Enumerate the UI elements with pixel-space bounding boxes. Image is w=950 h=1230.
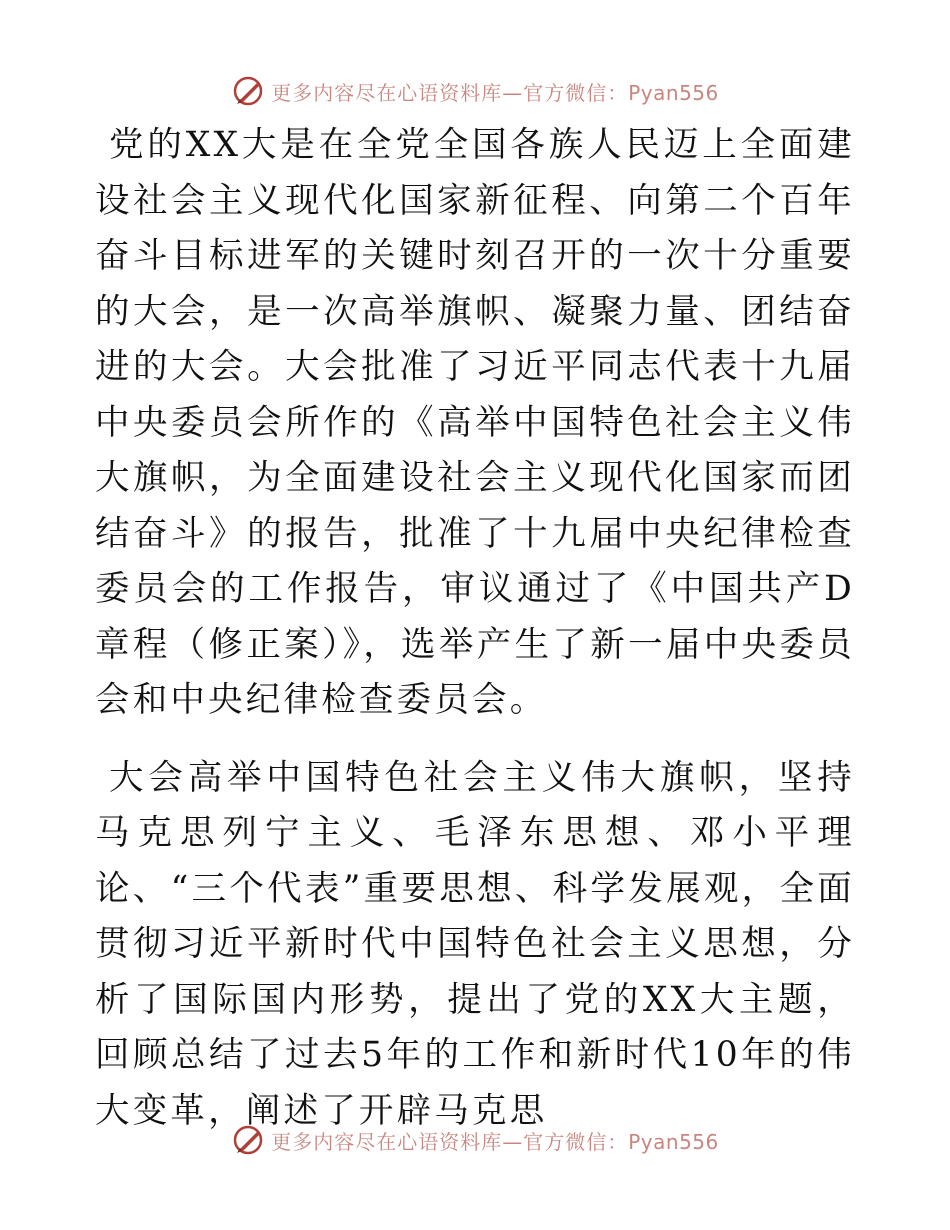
quill-pen-seal-icon [231, 1123, 265, 1157]
header-watermark [0, 71, 950, 111]
paragraph-1: 党的XX大是在全党全国各族人民迈上全面建设社会主义现代化国家新征程、向第二个百年奋斗目标进军的关键时刻召开的一次十分重要的大会，是一次高举旗帜、凝聚力量、团结奋进的大会。大会批准了习近平同志代表十九届中央委员会所作的《高举中国特色社会主义伟大旗帜，为全面建设社会主义现代化国家而团结奋斗》的报告，批准了十九届中央纪律检查委员会的工作报告，审议通过了《中国共产D章程（修正案）》，选举产生了新一届中央委员会和中央纪律检查委员会。 [95, 125, 855, 720]
paragraph-2: 大会高举中国特色社会主义伟大旗帜，坚持马克思列宁主义、毛泽东思想、邓小平理论、“三个代表”重要思想、科学发展观，全面贯彻习近平新时代中国特色社会主义思想，分析了国际国内形势，提出了党的XX大主题，回顾总结了过去5年的工作和新时代10年的伟大变革，阐述了开辟马克思 [95, 757, 855, 1131]
watermark-text: 更多内容尽在心语资料库—官方微信：Pyan556 [271, 1129, 719, 1154]
watermark-wechat-id: Pyan556 [628, 1129, 719, 1154]
footer-watermark [0, 1120, 950, 1160]
watermark-wechat-id: Pyan556 [628, 80, 719, 105]
watermark-text: 更多内容尽在心语资料库—官方微信：Pyan556 [271, 80, 719, 105]
document-body [95, 118, 855, 1139]
quill-pen-seal-icon [231, 74, 265, 108]
